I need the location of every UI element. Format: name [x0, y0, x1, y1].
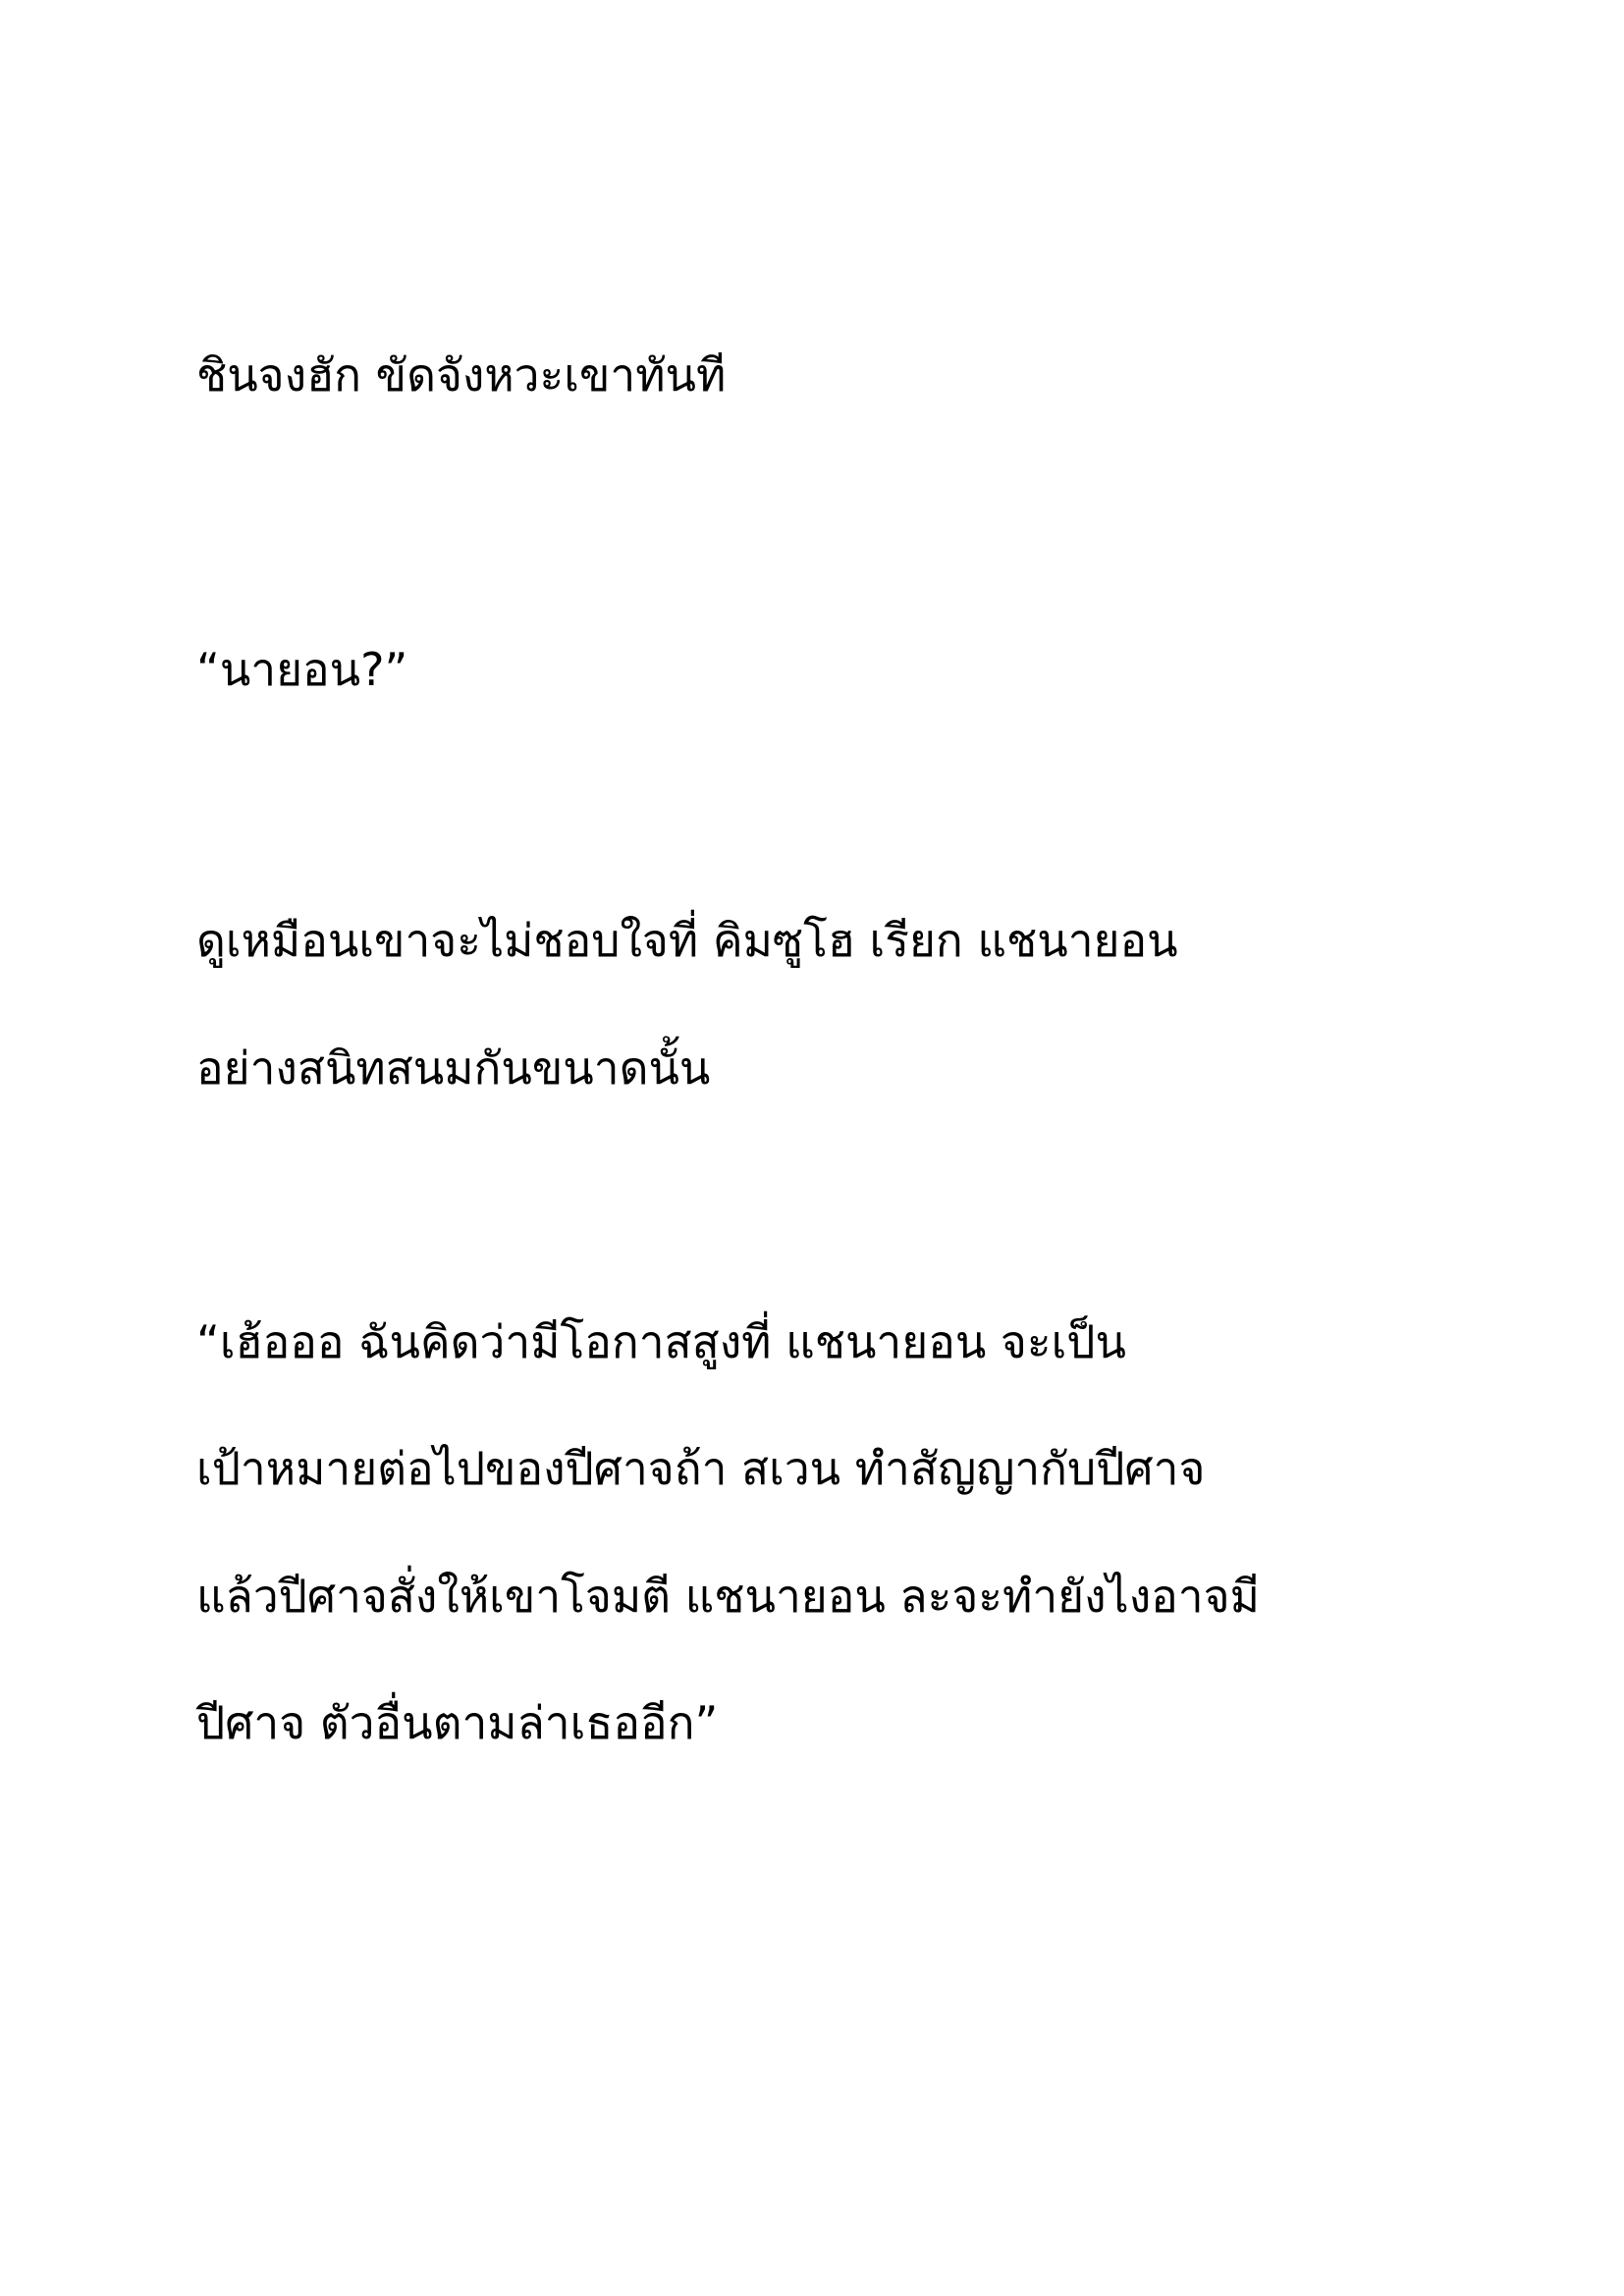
- paragraph-4-line-2: เป้าหมายต่อไปของปีศาจถ้า สเวน ทำสัญญากับปีศาจ: [196, 1442, 1206, 1495]
- paragraph-4-line-3: แล้วปีศาจสั่งให้เขาโจมตี แชนายอน ละจะทำยังไงอาจมี: [196, 1570, 1260, 1623]
- paragraph-4-line-1: “เฮ้อออ ฉันคิดว่ามีโอกาสสูงที่ แชนายอน จะเป็น: [196, 1315, 1126, 1368]
- paragraph-2-line-1: “นายอน?”: [196, 643, 408, 696]
- paragraph-3-line-1: ดูเหมือนเขาจะไม่ชอบใจที่ คิมซูโฮ เรียก แชนายอน: [196, 914, 1178, 967]
- paragraph-1-line-1: ชินจงฮัก ขัดจังหวะเขาทันที: [196, 348, 727, 401]
- paragraph-3-line-2: อย่างสนิทสนมกันขนาดนั้น: [196, 1041, 711, 1095]
- paragraph-4-line-4: ปีศาจ ตัวอื่นตามล่าเธออีก”: [196, 1696, 719, 1749]
